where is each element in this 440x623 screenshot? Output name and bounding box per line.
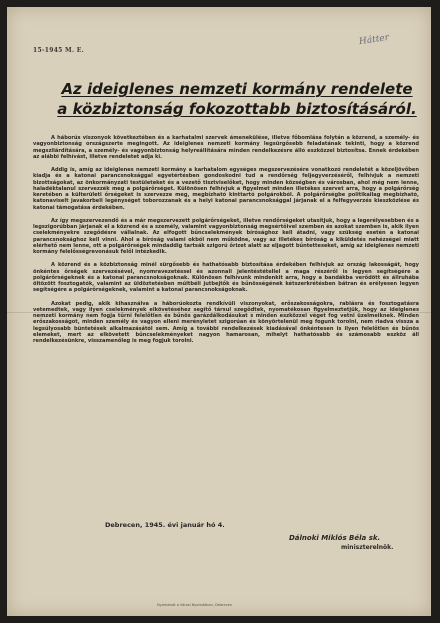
paragraph-4: A közrend és a közbiztonság minél sürgősebb és hathatósabb biztosítása érdekében felhívjuk az ország lakosságát, hogy önkéntes őrségek szervezésével, nyomravezetéssel és azonnali jelentéstétellel a maga részéről is legyen segítségére a polgárőrségeknek és a katonai parancsnokságoknak. Különösen felhívunk mindenkit arra, hogy a bandákba verődött és állruhába öltözött fosztogatók, valamint az üldöztetésben múltbéli jutbejtők és bűnösségének kétszerkrétésben bátran és erélyesen legyen segítségére a polgárőrségeknek, valamint a katonai parancsnokságoknak. <box>33 262 419 294</box>
date-line: Debrecen, 1945. évi január hó 4. <box>105 521 225 529</box>
signature-role: miniszterelnök. <box>341 544 394 551</box>
paragraph-5: Azokat pedig, akik kihasználva a háborúokozta rendkívüli viszonyokat, erőszakosságokra, rablásra és fosztogatásra vetemedtek, vagy ilyen cselekmények elkövetéséhez segítő társul szegődtek, nyomatékosan figyelmeztetjük, hogy az ideiglenes nemzeti kormány nem fogja tűrni felelőtlen és bűnös garázdálkodásukat s minden eszközzel véget fog vetni üzelmeiknek. Minden erőszakosságot, minden személy és vagyon elleni merényletet szigorúan és könyörtelenül meg fogunk torolni, nem riadva vissza a legsúlyosabb büntetések alkalmazásától sem. Amíg a további rendelkezések kiadásával önkéntesen is ilyen felelőtlen és bűnös elemeket, mert az elkövetett bűncselekményeket nagyon hamarosan, mihelyt hathatósabb és számosabb eszköz áll rendelkezésünkre, visszamenőleg is meg fogjuk torolni. <box>33 300 419 344</box>
document-body <box>33 135 419 351</box>
handwritten-annotation: Hátter <box>358 32 390 48</box>
paragraph-1: A háborús viszonyok következtében és a karhatalmi szervek ámenekülése, illetve főbomlása folytán a közrend, a személy- és vagyonbiztonság országszerte megingott. Az ideiglenes nemzeti kormány legsürgősebb feladatának tekinti, hogy a közrend megszilárdítására, a személy- és vagyonbiztonság helyreállítására minden rendelkezésre álló eszközzel biztosítsa. Ennek érdekében az alábbi felhívást, illetve rendeletet adja ki. <box>33 135 419 160</box>
paragraph-3: Az így megszervezendő és a már megszervezett polgárőrségeket, illetve rendőrségeket utasítjuk, hogy a legerélyesebben és a legszigorúbban járjanak el a közrend és a személy, valamint vagyonbiztonság megsértőivel szemben és azokat szemben is, akik ilyen cselekményekre szegődésre vállalnak. Az elfogott bűncselekmények bírósághoz kell átadni, vagy szükség esetén a katonai parancsnoksághoz kell vinni. Ahol a bíróság valami okból nem működne, vagy az illetékes bíróság a kiküldetés nehézségei miatt elérhető nem lenne, ott a polgárőrségek mindaddig tartsák szigorú őrizet alatt az eljagott bűntetteseket, amíg az ideiglenes nemzeti kormány felelősségrevonásuk felől intézkedik. <box>33 217 419 255</box>
document-sheet <box>7 7 431 616</box>
document-reference: 15-1945 M. E. <box>33 47 85 54</box>
signature: Dálnoki Miklós Béla sk. <box>289 534 381 542</box>
title-line-2: a közbiztonság fokozottabb biztosításáról. <box>57 100 417 118</box>
title-line-1: Az ideiglenes nemzeti kormány rendelete <box>61 80 413 98</box>
paragraph-2: Addig is, amíg az ideiglenes nemzeti kormány a karhatalom egységes megszervezésére vonatkozó rendeletét a közeljövőben kiadja és a katonai parancsnoksággal egyetértésben gondoskodni tud a rendőrség feljegyverzéséről, felhívjuk a nemzeti bizottságokat, az önkormányzati testületeket és a vezető tisztviselőket, hogy minden községben és városban, ahol még nem lenne, haladéktalanul szervezzék meg a polgárőrséget. Különösen felhívjuk a figyelmet minden illetékes szervet arra, hogy a polgárőrség keretében a külterületi őrségeket is szervezze meg, megbízható kinttartó polgárokból. A polgárőrségbe politikailag megbízható, katonaviselt javakorbeli legénységet toborozzanak és a helyi katonai parancsnoksággal járjanak el a felfegyverzés kieszközlése és katonai támogatása érdekében. <box>33 167 419 211</box>
printer-note: Nyomatott a Városi Nyomdában, Debrecen <box>157 603 232 607</box>
document-title <box>47 79 427 119</box>
